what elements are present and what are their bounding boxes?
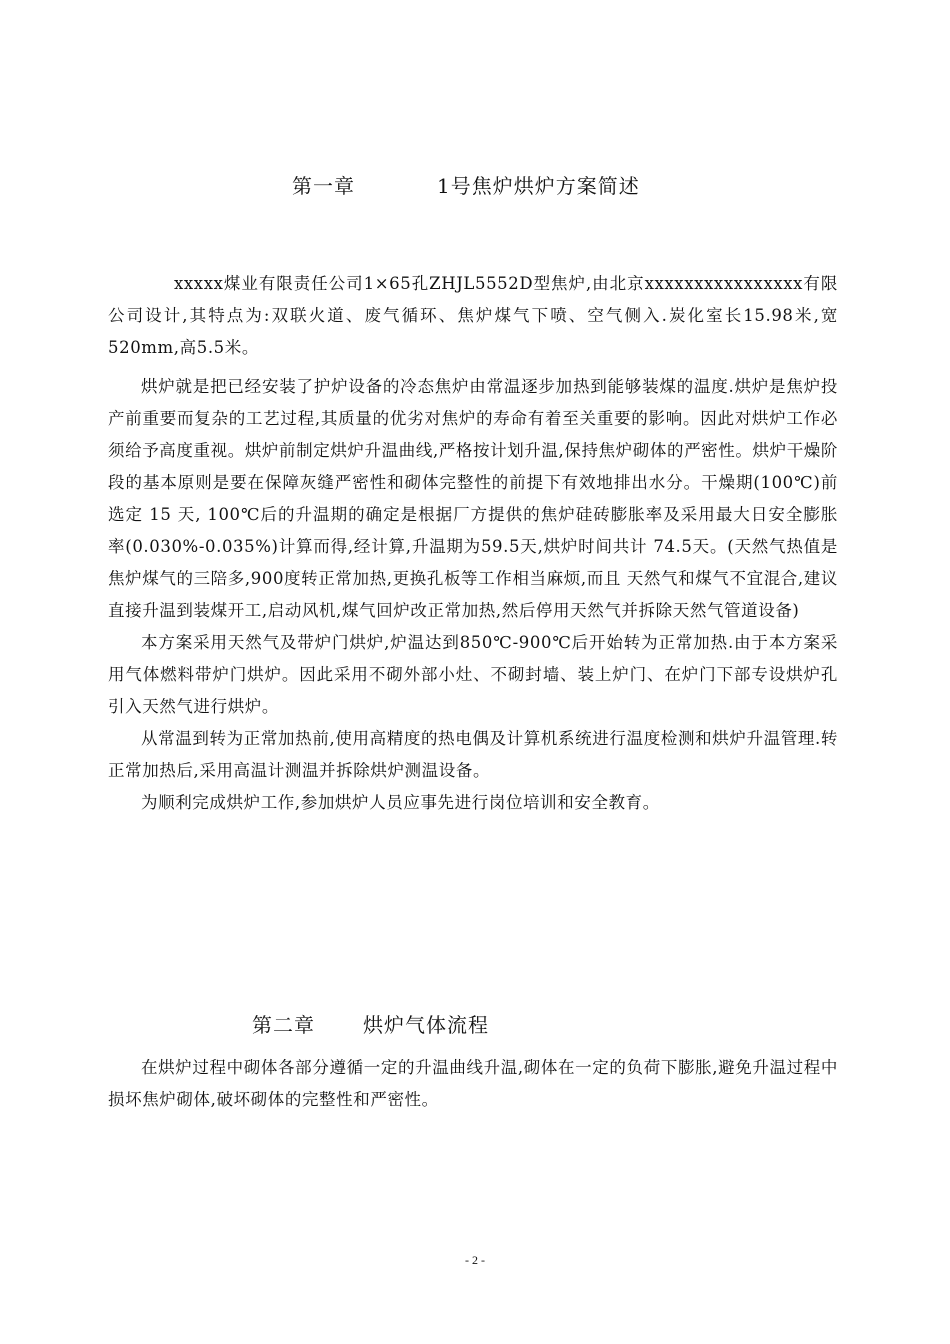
chapter-2-heading — [252, 1009, 489, 1038]
chapter-1-title: 1号焦炉烘炉方案简述 — [437, 174, 640, 198]
paragraph-gas-flow: 在烘炉过程中砌体各部分遵循一定的升温曲线升温,砌体在一定的负荷下膨胀,避免升温过程中损坏焦炉砌体,破坏砌体的完整性和严密性。 — [108, 1058, 838, 1109]
paragraph-oven-drying-overview: 烘炉就是把已经安装了护炉设备的冷态焦炉由常温逐步加热到能够装煤的温度.烘炉是焦炉投产前重要而复杂的工艺过程,其质量的优劣对焦炉的寿命有着至关重要的影响。因此对烘炉工作必须给予高度重视。烘炉前制定烘炉升温曲线,严格按计划升温,保持焦炉砌体的严密性。烘炉干燥阶段的基本原则是要在保障灰缝严密性和砌体完整性的前提下有效地排出水分。干燥期(100℃)前选定 15 天, 100℃后的升温期的确定是根据厂方提供的焦炉硅砖膨胀率及采用最大日安全膨胀率(0.030%-0.035%)计算而得,经计算,升温期为59.5天,烘炉时间共计 74.5天。(天然气热值是焦炉煤气的三陪多,900度转正常加热,更换孔板等工作相当麻烦,而且 天然气和煤气不宜混合,建议直接升温到装煤开工,启动风机,煤气回炉改正常加热,然后停用天然气并拆除天然气管道设备) — [108, 377, 838, 620]
paragraph-gas-heating-scheme: 本方案采用天然气及带炉门烘炉,炉温达到850℃-900℃后开始转为正常加热.由于本方案采用气体燃料带炉门烘炉。因此采用不砌外部小灶、不砌封墙、装上炉门、在炉门下部专设烘炉孔引入天然气进行烘炉。 — [108, 633, 838, 716]
chapter-2-number: 第二章 — [252, 1013, 315, 1037]
chapter-1-body — [108, 371, 838, 819]
intro-section — [108, 268, 838, 364]
page-number: - 2 - — [465, 1253, 485, 1267]
chapter-1-number: 第一章 — [292, 174, 355, 198]
chapter-2-title: 烘炉气体流程 — [363, 1013, 489, 1037]
paragraph-training: 为顺利完成烘炉工作,参加烘炉人员应事先进行岗位培训和安全教育。 — [141, 793, 660, 812]
intro-paragraph: xxxxx煤业有限责任公司1×65孔ZHJL5552D型焦炉,由北京xxxxxxxxxxxxxxxx有限公司设计,其特点为:双联火道、废气循环、焦炉煤气下喷、空气侧入.炭化室长15.98米,宽520mm,高5.5米。 — [108, 274, 838, 357]
paragraph-temperature-management: 从常温到转为正常加热前,使用高精度的热电偶及计算机系统进行温度检测和烘炉升温管理.转正常加热后,采用高温计测温并拆除烘炉测温设备。 — [108, 729, 838, 780]
chapter-1-heading — [292, 170, 640, 199]
chapter-2-body — [108, 1052, 838, 1116]
